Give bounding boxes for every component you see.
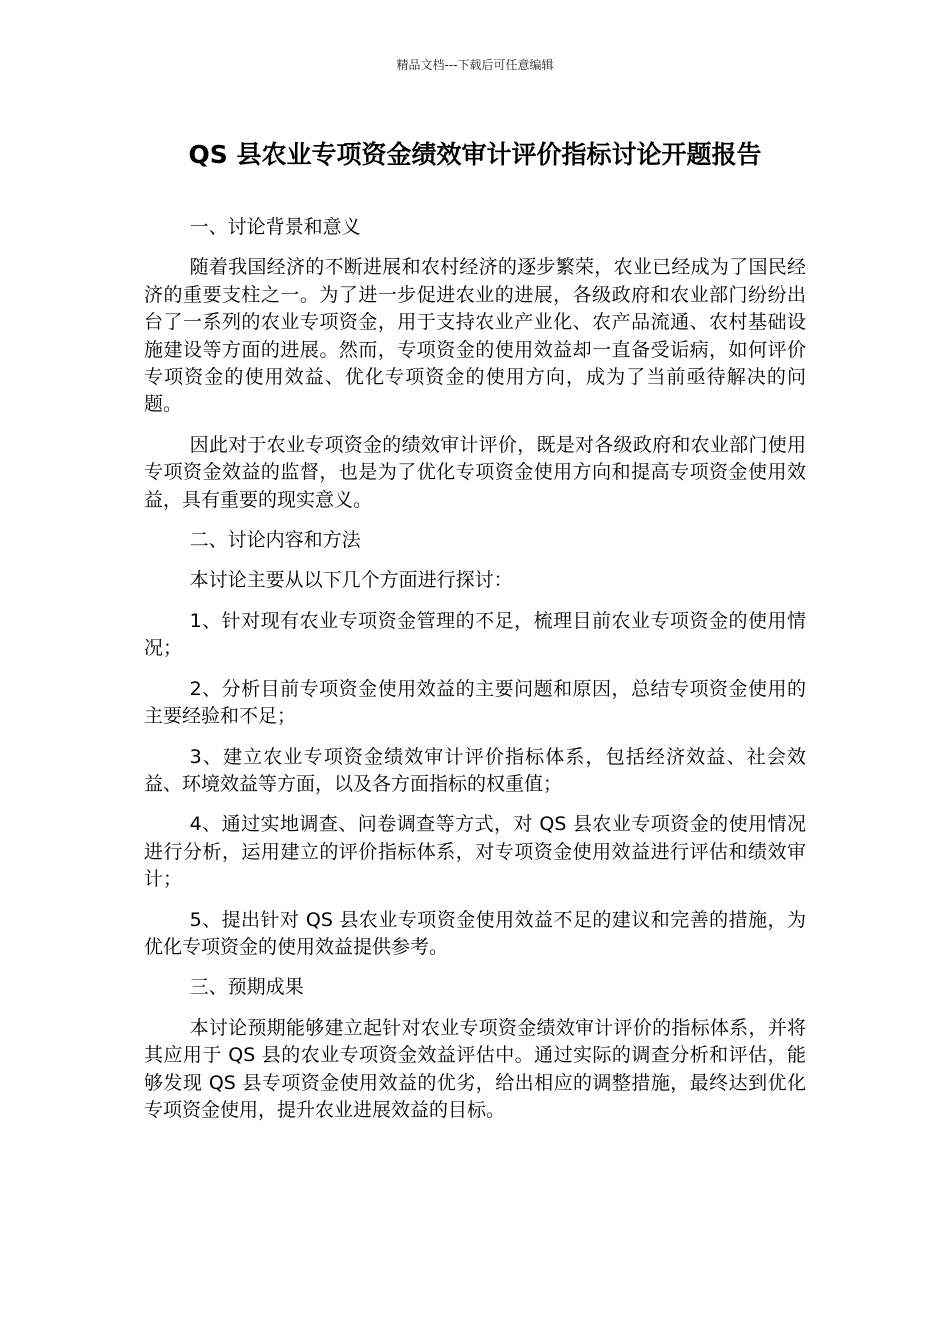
paragraph-expected-results: 本讨论预期能够建立起针对农业专项资金绩效审计评价的指标体系，并将其应用于 QS 县的农业专项资金效益评估中。通过实际的调查分析和评估，能够发现 QS 县专项资金使用效益的优劣，给出相应的调整措施，最终达到优化专项资金使用，提升农业进展效益的目标。 — [144, 1016, 806, 1121]
document-body — [144, 214, 806, 1137]
list-item: 4、通过实地调查、问卷调查等方式，对 QS 县农业专项资金的使用情况进行分析，运用建立的评价指标体系，对专项资金使用效益进行评估和绩效审计； — [144, 813, 806, 891]
section-heading-expected-results: 三、预期成果 — [189, 976, 304, 999]
paragraph-significance: 因此对于农业专项资金的绩效审计评价，既是对各级政府和农业部门使用专项资金效益的监督，也是为了优化专项资金使用方向和提高专项资金使用效益，具有重要的现实意义。 — [144, 433, 806, 511]
paragraph-background: 随着我国经济的不断进展和农村经济的逐步繁荣，农业已经成为了国民经济的重要支柱之一。为了进一步促进农业的进展，各级政府和农业部门纷纷出台了一系列的农业专项资金，用于支持农业产业化、农产品流通、农村基础设施建设等方面的进展。然而，专项资金的使用效益却一直备受诟病，如何评价专项资金的使用效益、优化专项资金的使用方向，成为了当前亟待解决的问题。 — [144, 256, 806, 416]
page-header: 精品文档---下载后可任意编辑 — [396, 58, 554, 72]
document-title: QS 县农业专项资金绩效审计评价指标讨论开题报告 — [188, 140, 762, 169]
list-item: 1、针对现有农业专项资金管理的不足，梳理目前农业专项资金的使用情况； — [144, 609, 806, 660]
list-item: 5、提出针对 QS 县农业专项资金使用效益不足的建议和完善的措施，为优化专项资金的使用效益提供参考。 — [144, 908, 806, 958]
section-heading-background: 一、讨论背景和意义 — [189, 216, 361, 238]
paragraph-content-intro: 本讨论主要从以下几个方面进行探讨： — [189, 569, 513, 592]
list-item: 3、建立农业专项资金绩效审计评价指标体系，包括经济效益、社会效益、环境效益等方面，以及各方面指标的权重值； — [144, 745, 806, 795]
list-item: 2、分析目前专项资金使用效益的主要问题和原因，总结专项资金使用的主要经验和不足； — [144, 677, 806, 728]
section-heading-content-method: 二、讨论内容和方法 — [189, 529, 361, 552]
